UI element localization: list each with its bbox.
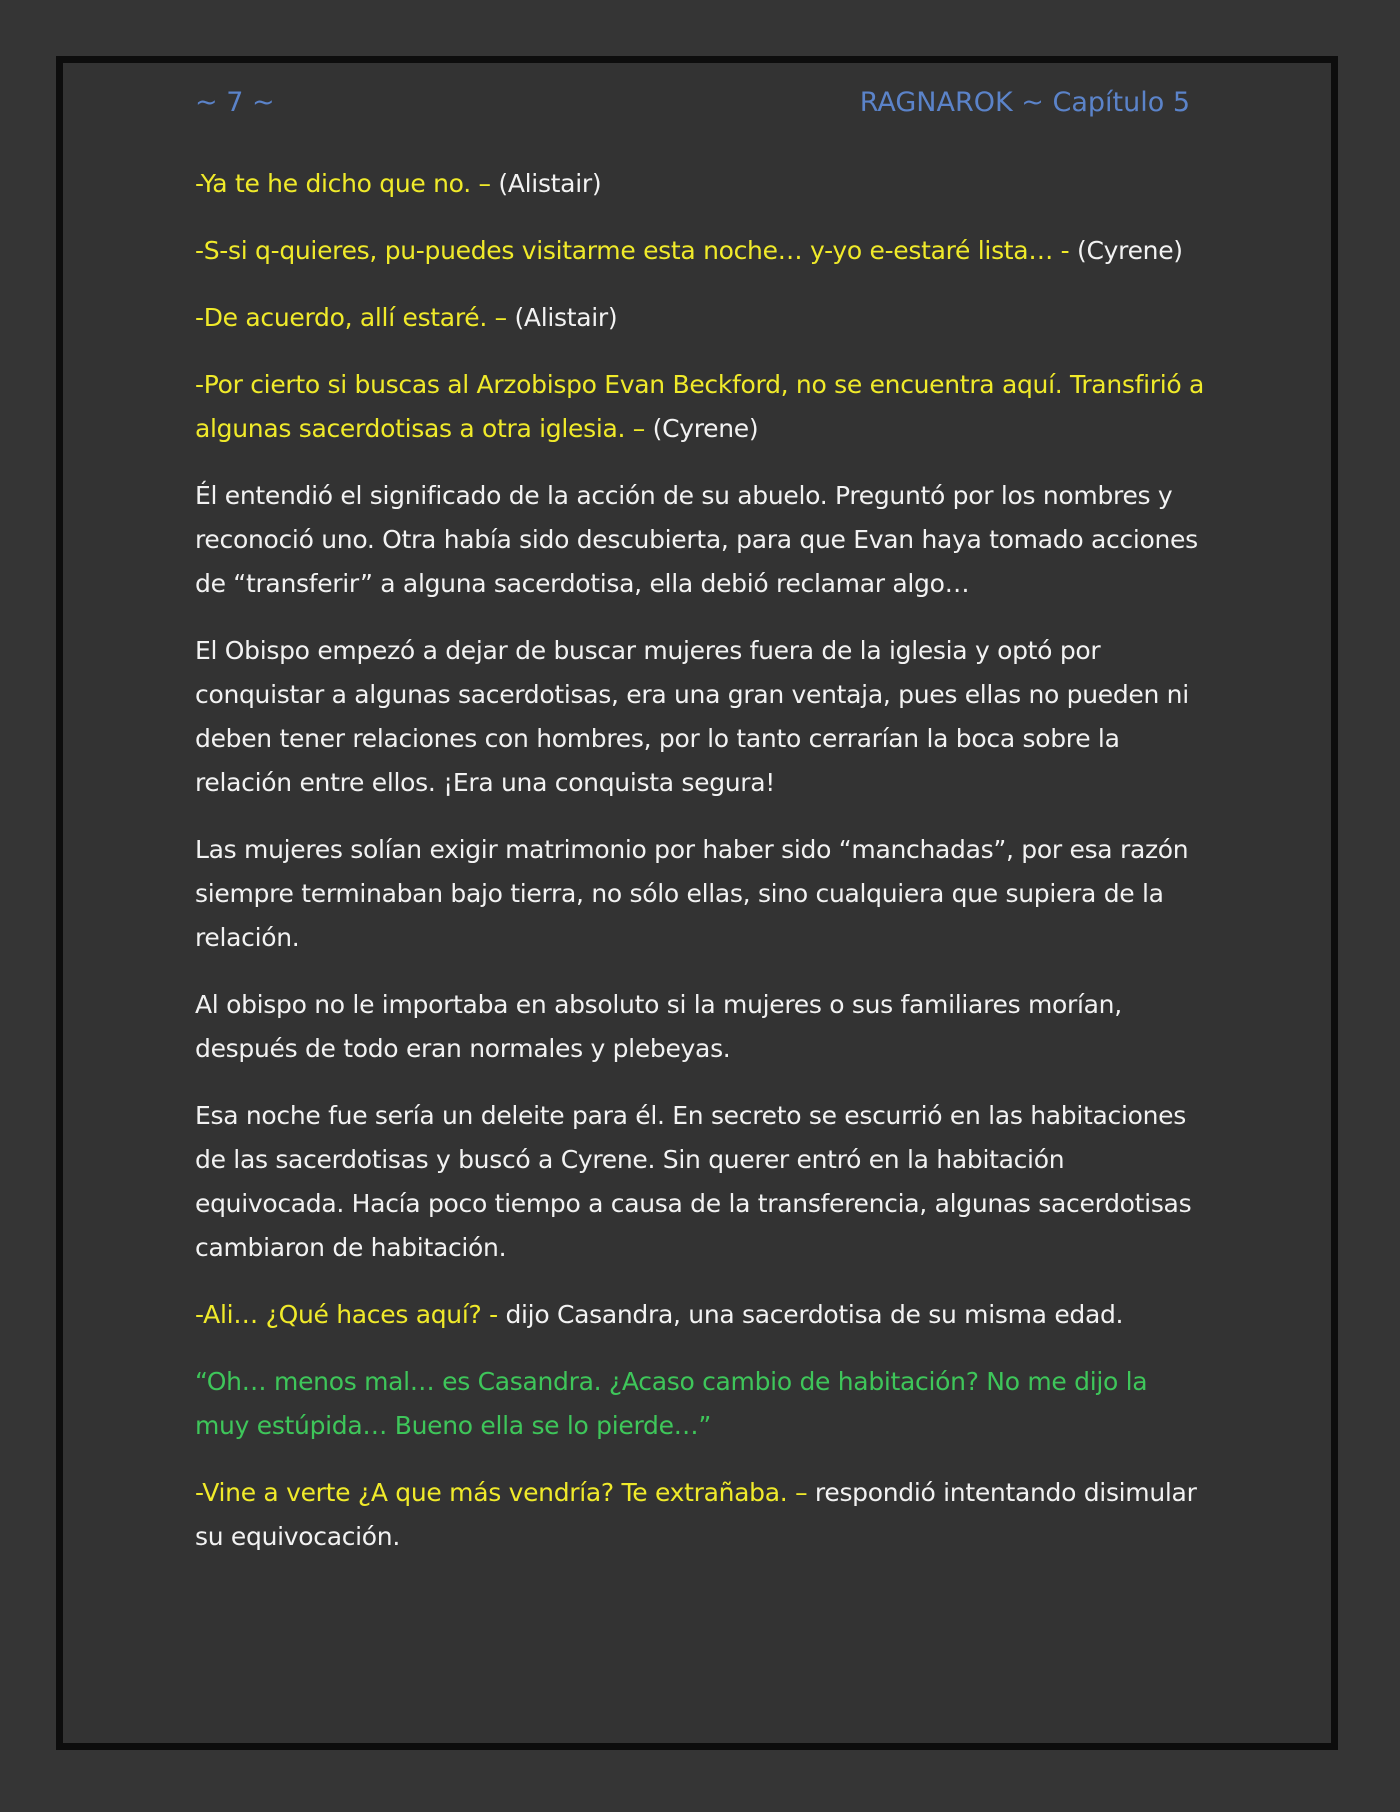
dialogue-paragraph xyxy=(195,1293,1205,1337)
dialogue-paragraph xyxy=(195,1471,1205,1559)
narration-paragraph: Las mujeres solían exigir matrimonio por haber sido “manchadas”, por esa razón siempre terminaban bajo tierra, no sólo ellas, sino cualquiera que supiera de la relación. xyxy=(195,835,1189,952)
narration-paragraph: Él entendió el significado de la acción de su abuelo. Preguntó por los nombres y reconoció uno. Otra había sido descubierta, para que Evan haya tomado acciones de “transferir” a alguna sacerdotisa, ella debió reclamar algo… xyxy=(195,481,1198,598)
page-content xyxy=(195,162,1205,1582)
narration-paragraph: El Obispo empezó a dejar de buscar mujeres fuera de la iglesia y optó por conquistar a algunas sacerdotisas, era una gran ventaja, pues ellas no pueden ni deben tener relaciones con hombres, por lo tanto cerrarían la boca sobre la relación entre ellos. ¡Era una conquista segura! xyxy=(195,636,1189,797)
thought-paragraph: “Oh… menos mal… es Casandra. ¿Acaso cambio de habitación? No me dijo la muy estúpida… Bueno ella se lo pierde…” xyxy=(195,1367,1148,1440)
dialogue-paragraph xyxy=(195,296,1205,340)
dialogue-line: -Vine a verte ¿A que más vendría? Te extrañaba. – xyxy=(195,1478,808,1507)
page-header xyxy=(195,82,1190,122)
speaker-tag: (Alistair) xyxy=(506,303,618,332)
speaker-tag: (Cyrene) xyxy=(1069,236,1183,265)
dialogue-paragraph xyxy=(195,162,1205,206)
dialogue-line: -S-si q-quieres, pu-puedes visitarme esta noche… y-yo e-estaré lista… - xyxy=(195,236,1070,265)
speaker-tag: respondió intentando disimular su equivocación. xyxy=(195,1478,1197,1551)
page-number: ~ 7 ~ xyxy=(195,86,275,118)
dialogue-line: -Por cierto si buscas al Arzobispo Evan Beckford, no se encuentra aquí. Transfirió a algunas sacerdotisas a otra iglesia. – xyxy=(195,370,1205,443)
narration-paragraph: Esa noche fue sería un deleite para él. En secreto se escurrió en las habitaciones de las sacerdotisas y buscó a Cyrene. Sin querer entró en la habitación equivocada. Hacía poco tiempo a causa de la transferencia, algunas sacerdotisas cambiaron de habitación. xyxy=(195,1101,1192,1262)
dialogue-line: -Ali… ¿Qué haces aquí? - xyxy=(195,1300,498,1329)
speaker-tag: dijo Casandra, una sacerdotisa de su misma edad. xyxy=(497,1300,1124,1329)
speaker-tag: (Cyrene) xyxy=(645,414,759,443)
dialogue-line: -Ya te he dicho que no. – xyxy=(195,169,491,198)
dialogue-paragraph xyxy=(195,229,1205,273)
speaker-tag: (Alistair) xyxy=(490,169,602,198)
dialogue-paragraph xyxy=(195,363,1205,451)
narration-paragraph: Al obispo no le importaba en absoluto si la mujeres o sus familiares morían, después de todo eran normales y plebeyas. xyxy=(195,990,1122,1063)
chapter-title: RAGNAROK ~ Capítulo 5 xyxy=(859,86,1190,118)
dialogue-line: -De acuerdo, allí estaré. – xyxy=(195,303,507,332)
